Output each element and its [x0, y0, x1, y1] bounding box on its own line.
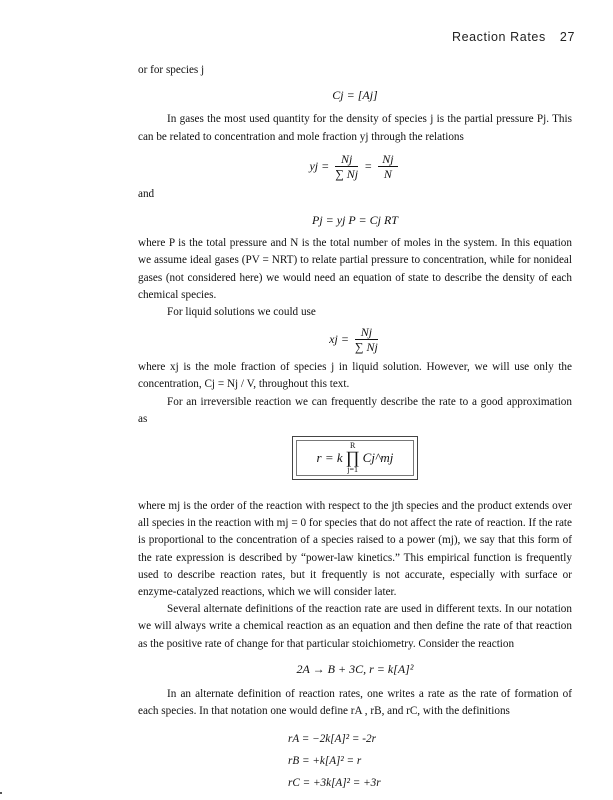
rate-equation-box: [292, 436, 418, 480]
eq-yj-frac1: [335, 152, 358, 182]
eq-yj-frac2: [378, 152, 397, 182]
rate-definitions: [288, 728, 572, 794]
equation-reaction: 2A → B + 3C, r = k[A]²: [296, 661, 414, 676]
eq-rate-bot: j=1: [347, 465, 359, 475]
scan-mark: [0, 792, 2, 794]
eq-rate-prod: ∏: [345, 448, 360, 468]
page-number: 27: [559, 30, 575, 44]
eq-yj-den1: ∑ Nj: [335, 166, 359, 181]
eq-yj-num1: Nj: [335, 152, 358, 167]
equation-yj: [138, 152, 572, 182]
intro-line: or for species j: [138, 64, 205, 76]
eq-rate-top: R: [349, 441, 356, 451]
paragraph-irreversible: For an irreversible reaction we can frequently describe the rate to a good approximation as: [138, 395, 572, 425]
eq-rate-rhs: Cj^mj: [362, 450, 394, 466]
page-body: [138, 62, 572, 794]
eq-yj-equals: =: [364, 158, 373, 173]
eq-yj-lhs: yj =: [309, 158, 330, 173]
running-header: [442, 30, 575, 44]
paragraph-gases: In gases the most used quantity for the density of species j is the partial pressure Pj. This can be related to concentration and mole fraction yj through the relations: [138, 113, 572, 143]
eq-xj-lhs: xj =: [329, 331, 349, 346]
equation-pj: Pj = yj P = Cj RT: [312, 213, 398, 228]
eq-xj-num: Nj: [355, 325, 378, 340]
eq-rate-lhs: r = k: [316, 450, 343, 466]
equation-xj: [138, 325, 572, 355]
equation-cj: Cj = [Aj]: [332, 88, 378, 103]
paragraph-alternate: Several alternate definitions of the reaction rate are used in different texts. In our notation we will always write a chemical reaction as an equation and then define the rate of that reaction as the positive rate of change for that particular stoichiometry. Consider the reaction: [138, 603, 572, 650]
header-title: Reaction Rates: [451, 30, 546, 44]
paragraph-where-x: where xj is the mole fraction of species j in liquid solution. However, we will use only the concentration, Cj = Nj / V, throughout this text.: [138, 361, 572, 391]
paragraph-liquid: For liquid solutions we could use: [167, 306, 316, 319]
eq-xj-den: ∑ Nj: [354, 340, 378, 355]
eq-yj-num2: Nj: [378, 152, 397, 167]
product-operator: [346, 442, 360, 474]
paragraph-where-p: where P is the total pressure and N is the total number of moles in the system. In this equation we assume ideal gases (PV = NRT) to relate partial pressure to concentration, while for nonideal gases (not considered here) we would need an equation of state to describe the density of each chemical species.: [138, 237, 572, 301]
equation-rc: rC = +3k[A]² = +3r: [288, 777, 381, 790]
paragraph-where-m: where mj is the order of the reaction with respect to the jth species and the product extends over all species in the reaction with mj = 0 for species that do not affect the rate of reaction. If the rate is proportional to the concentration of a species raised to a power (mj), we say that this form of the rate expression is described by “power-law kinetics.” This empirical function is frequently used to describe reaction rates, but it frequently is not accurate, especially with surface or enzyme-catalyzed reactions, which we will consider later.: [138, 500, 572, 599]
and-line: and: [138, 187, 155, 200]
eq-xj-frac: [355, 325, 378, 355]
eq-yj-den2: N: [383, 166, 392, 181]
equation-ra: rA = −2k[A]² = -2r: [288, 733, 376, 746]
paragraph-alt-definition: In an alternate definition of reaction rates, one writes a rate as the rate of formation of each species. In that notation one would define rA , rB, and rC, with the definitions: [138, 688, 572, 718]
equation-rb: rB = +k[A]² = r: [288, 755, 362, 768]
